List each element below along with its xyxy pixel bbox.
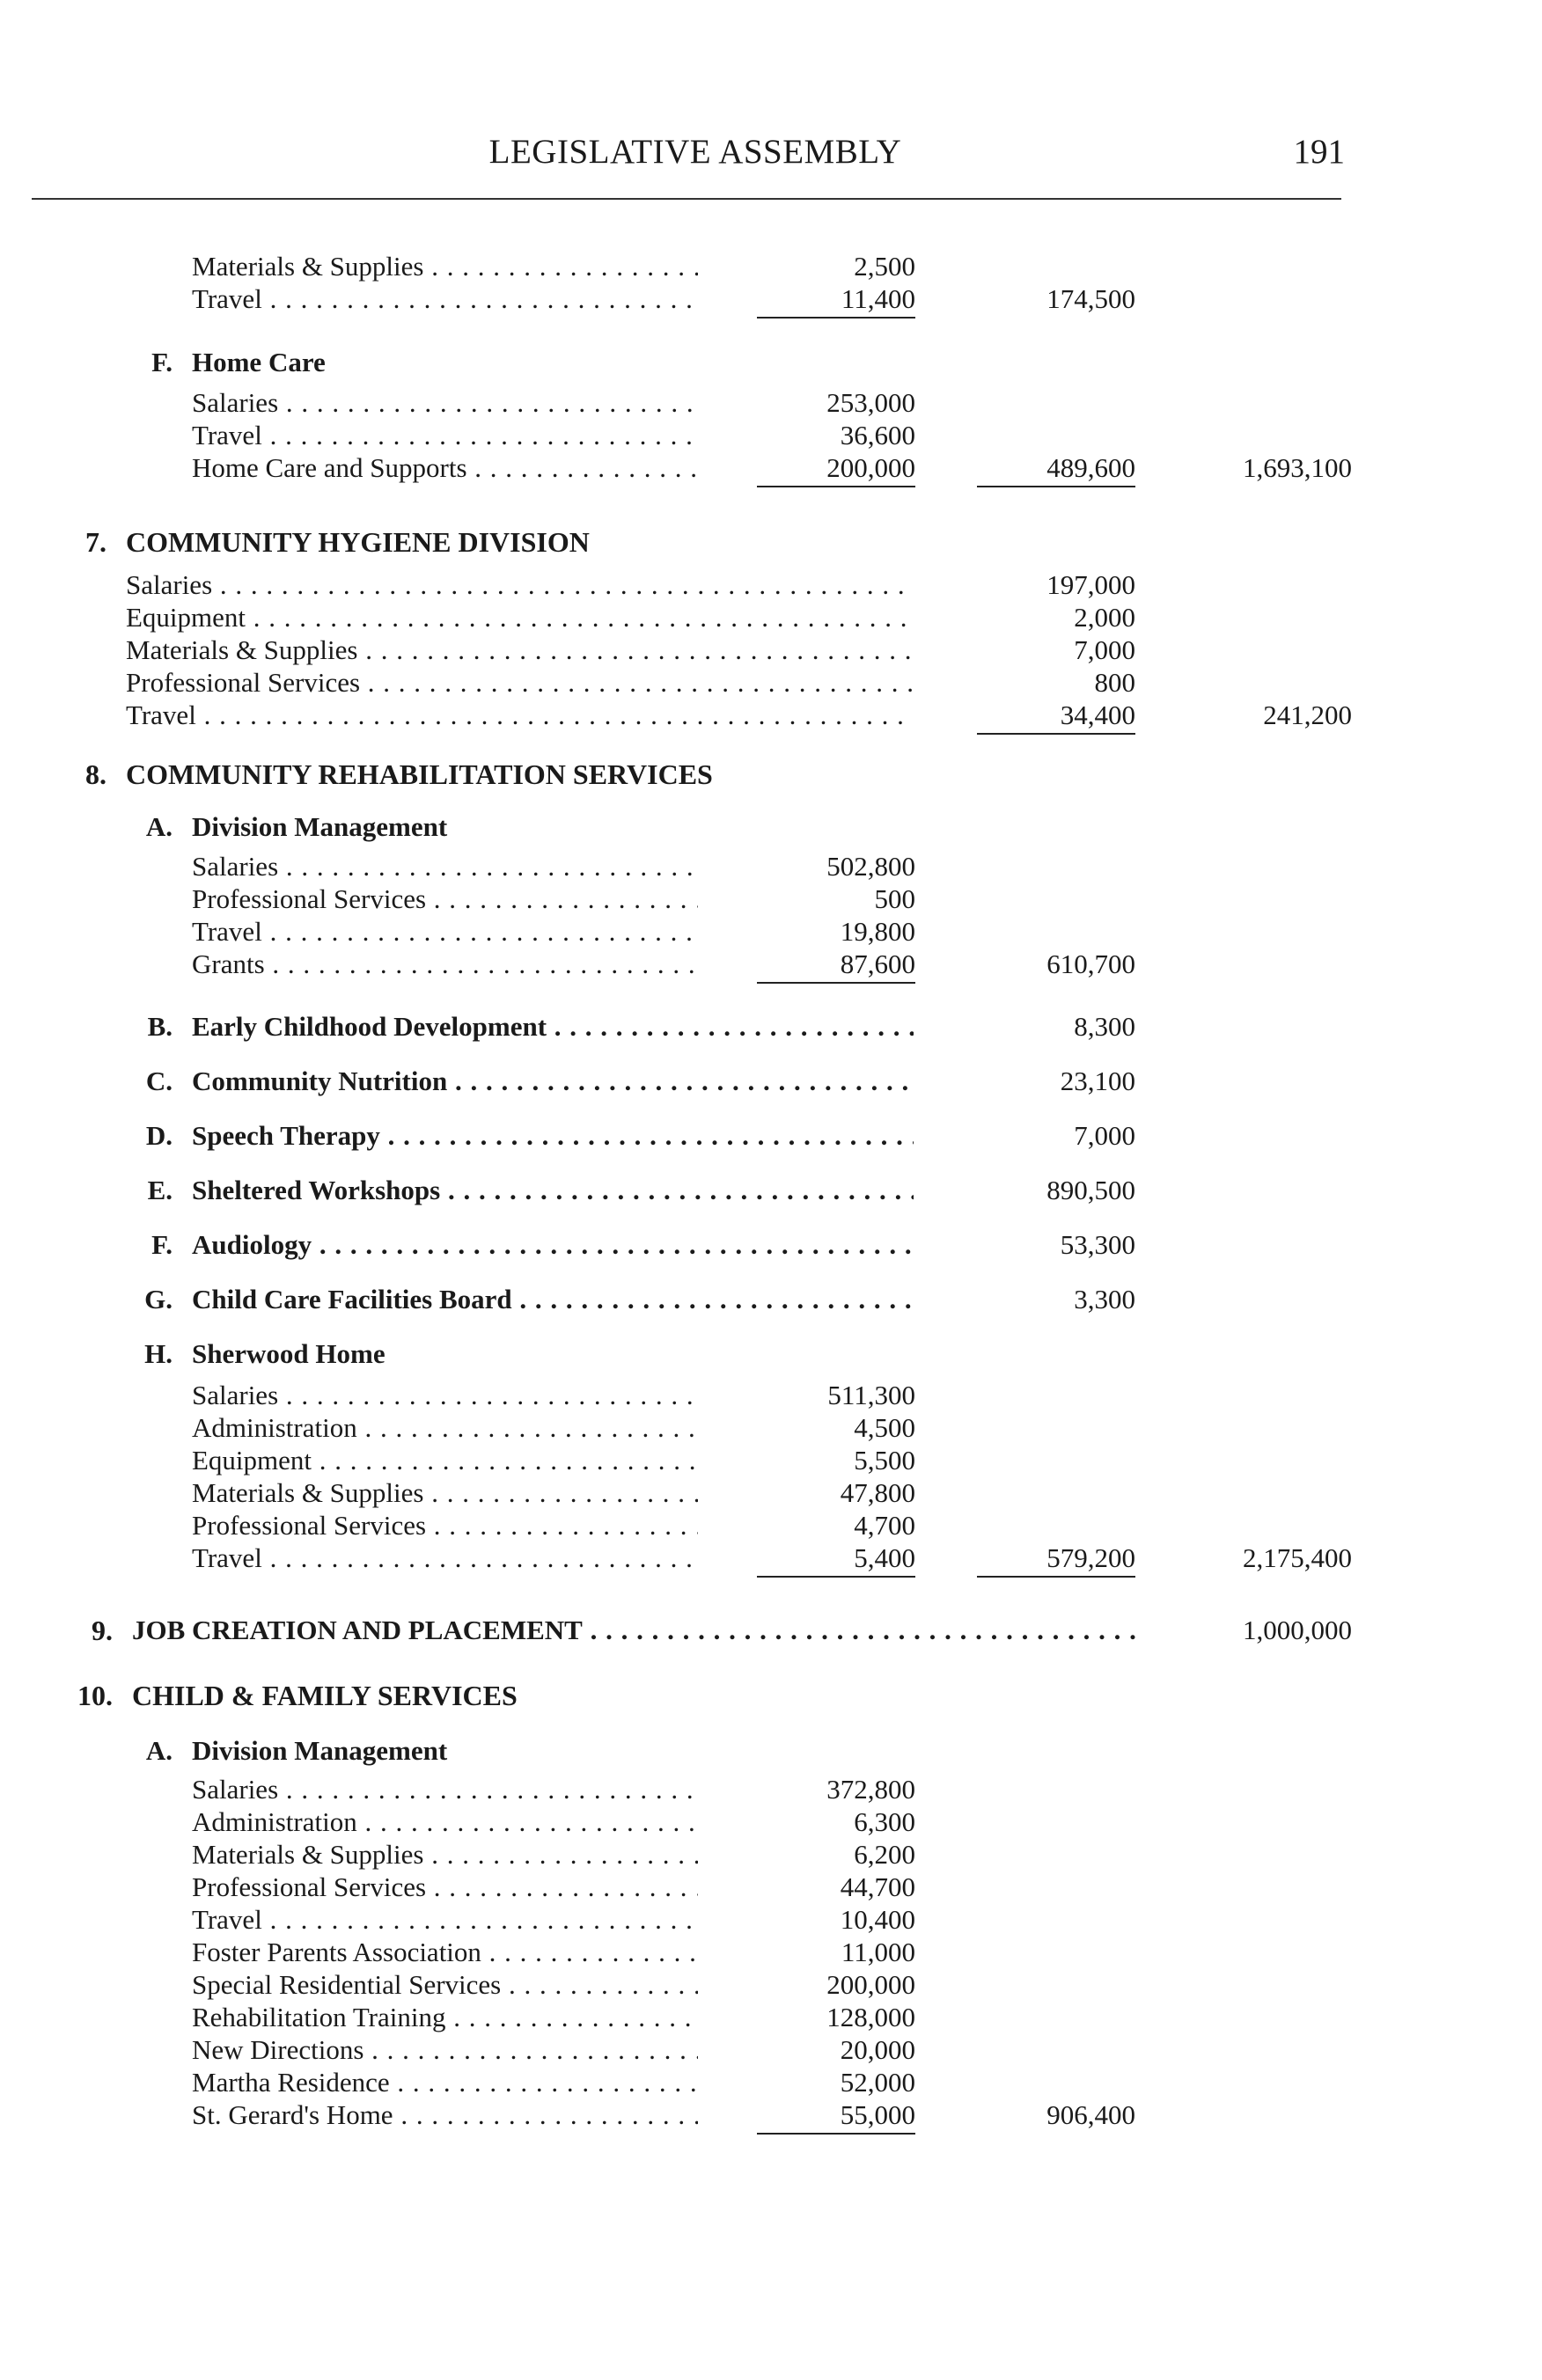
subsection-title: Child Care Facilities Board . . . <box>192 1282 914 1317</box>
item-label: Materials & Supplies . . . <box>192 1837 698 1872</box>
list-item <box>0 418 1542 453</box>
section-number: 7. <box>85 526 106 558</box>
item-subtotal: 174,500 <box>1046 283 1135 314</box>
item-label: Travel . . . <box>192 418 698 453</box>
item-total: 241,200 <box>1263 699 1352 730</box>
item-label: Salaries . . . <box>192 385 698 421</box>
list-item <box>0 1902 1542 1937</box>
list-item <box>0 665 1542 700</box>
item-label: Special Residential Services . . . <box>192 1967 698 2003</box>
item-label: Professional Services . . . <box>126 665 914 700</box>
item-amount: 4,500 <box>854 1412 915 1443</box>
page-number: 191 <box>1293 133 1345 171</box>
item-label: Travel . . . <box>192 914 698 949</box>
item-amount: 55,000 <box>757 2098 915 2135</box>
list-item <box>0 633 1542 668</box>
item-amount: 20,000 <box>840 2034 915 2065</box>
section-heading <box>85 757 713 792</box>
item-amount: 890,500 <box>1046 1175 1135 1205</box>
subsection-letter: A. <box>145 1735 173 1766</box>
item-label: Salaries . . . <box>126 568 914 603</box>
item-amount: 44,700 <box>840 1871 915 1902</box>
list-item <box>0 698 1542 733</box>
list-item <box>0 1064 1542 1099</box>
list-item <box>0 1541 1542 1576</box>
item-amount: 47,800 <box>840 1477 915 1508</box>
list-item <box>0 385 1542 421</box>
item-amount: 53,300 <box>1060 1229 1135 1260</box>
item-label: Materials & Supplies . . . <box>192 249 698 284</box>
list-item <box>0 450 1542 486</box>
item-amount: 11,400 <box>757 282 915 319</box>
item-amount: 372,800 <box>826 1774 915 1805</box>
item-amount: 5,500 <box>854 1445 915 1476</box>
subsection-title: Early Childhood Development . . . <box>192 1009 914 1044</box>
list-item <box>0 1410 1542 1446</box>
item-amount: 5,400 <box>757 1541 915 1578</box>
item-amount: 11,000 <box>841 1937 915 1967</box>
item-amount: 128,000 <box>826 2002 915 2032</box>
list-item <box>0 1837 1542 1872</box>
list-item <box>0 568 1542 603</box>
section-heading <box>77 1678 518 1713</box>
header-rule <box>32 198 1341 200</box>
subsection-title: Home Care <box>192 347 326 377</box>
subsection-title: Sherwood Home <box>192 1338 386 1369</box>
item-label: Travel . . . <box>192 282 698 317</box>
subsection-letter: G. <box>144 1284 173 1314</box>
list-item <box>0 1443 1542 1478</box>
item-amount: 3,300 <box>1074 1284 1135 1314</box>
section-title: COMMUNITY REHABILITATION SERVICES <box>126 758 713 790</box>
section-number: 9. <box>92 1615 113 1646</box>
item-amount: 19,800 <box>840 916 915 947</box>
subsection-heading <box>145 1733 448 1769</box>
item-label: Foster Parents Association . . . <box>192 1935 698 1970</box>
subsection-letter: A. <box>145 811 173 842</box>
item-amount: 2,000 <box>1074 602 1135 633</box>
subsection-title: Community Nutrition . . . <box>192 1064 914 1099</box>
subsection-heading <box>145 809 448 845</box>
list-item <box>0 849 1542 884</box>
item-amount: 7,000 <box>1074 634 1135 665</box>
list-item <box>0 2032 1542 2068</box>
item-label: Travel . . . <box>192 1541 698 1576</box>
list-item <box>0 882 1542 917</box>
list-item <box>0 1772 1542 1807</box>
item-amount: 23,100 <box>1060 1066 1135 1096</box>
item-amount: 52,000 <box>840 2067 915 2098</box>
list-item <box>0 1009 1542 1044</box>
list-item <box>0 1173 1542 1208</box>
item-label: Travel . . . <box>192 1902 698 1937</box>
subsection-title: Speech Therapy . . . <box>192 1118 914 1153</box>
item-amount: 511,300 <box>827 1380 915 1410</box>
item-label: Salaries . . . <box>192 1378 698 1413</box>
subsection-title: Sheltered Workshops . . . <box>192 1173 914 1208</box>
section-heading <box>85 524 590 560</box>
item-total: 2,175,400 <box>1243 1542 1352 1573</box>
subsection-title: Division Management <box>192 1735 448 1766</box>
list-item <box>0 2098 1542 2133</box>
section-row <box>0 1613 1542 1648</box>
list-item <box>0 1476 1542 1511</box>
page-title: LEGISLATIVE ASSEMBLY <box>488 133 902 171</box>
item-amount: 6,200 <box>854 1839 915 1870</box>
item-subtotal: 610,700 <box>1046 948 1135 979</box>
list-item <box>0 282 1542 317</box>
item-label: Equipment . . . <box>126 600 914 635</box>
item-total: 1,000,000 <box>1243 1615 1352 1645</box>
list-item <box>0 1967 1542 2003</box>
item-label: Administration . . . <box>192 1410 698 1446</box>
section-number: 10. <box>77 1680 113 1711</box>
subsection-title: Division Management <box>192 811 448 842</box>
list-item <box>0 1805 1542 1840</box>
section-number: 8. <box>85 758 106 790</box>
subsection-letter: B. <box>147 1011 173 1042</box>
page-header <box>0 132 1542 185</box>
item-amount: 800 <box>1094 667 1135 698</box>
subsection-title: Audiology . . . <box>192 1227 914 1263</box>
item-amount: 500 <box>874 883 915 914</box>
item-label: Rehabilitation Training . . . <box>192 2000 698 2035</box>
item-label: Salaries . . . <box>192 849 698 884</box>
list-item <box>0 947 1542 982</box>
subsection-letter: E. <box>147 1175 173 1205</box>
item-total: 1,693,100 <box>1243 452 1352 483</box>
item-amount: 200,000 <box>757 450 915 487</box>
list-item <box>0 1870 1542 1905</box>
item-label: Materials & Supplies . . . <box>126 633 914 668</box>
item-label: New Directions . . . <box>192 2032 698 2068</box>
list-item <box>0 1378 1542 1413</box>
item-label: Salaries . . . <box>192 1772 698 1807</box>
item-label: Professional Services . . . <box>192 1870 698 1905</box>
subsection-letter: C. <box>145 1066 173 1096</box>
list-item <box>0 2000 1542 2035</box>
subsection-letter: F. <box>151 1229 173 1260</box>
item-label: Materials & Supplies . . . <box>192 1476 698 1511</box>
item-amount: 8,300 <box>1074 1011 1135 1042</box>
subsection-heading <box>144 1336 386 1372</box>
item-label: Professional Services . . . <box>192 882 698 917</box>
list-item <box>0 1282 1542 1317</box>
item-amount: 4,700 <box>854 1510 915 1541</box>
item-amount: 200,000 <box>826 1969 915 2000</box>
item-amount: 197,000 <box>1046 569 1135 600</box>
item-label: Professional Services . . . <box>192 1508 698 1543</box>
item-label: Martha Residence . . . <box>192 2065 698 2100</box>
item-label: Home Care and Supports . . . <box>192 450 698 486</box>
list-item <box>0 1935 1542 1970</box>
item-subtotal: 489,600 <box>977 450 1135 487</box>
item-label: Equipment . . . <box>192 1443 698 1478</box>
subsection-letter: F. <box>151 347 173 377</box>
item-amount: 6,300 <box>854 1806 915 1837</box>
item-amount: 253,000 <box>826 387 915 418</box>
section-title: JOB CREATION AND PLACEMENT . . . <box>132 1613 1135 1648</box>
item-amount: 2,500 <box>854 251 915 282</box>
item-label: Administration . . . <box>192 1805 698 1840</box>
list-item <box>0 1508 1542 1543</box>
list-item <box>0 1118 1542 1153</box>
subsection-letter: D. <box>145 1120 173 1151</box>
item-amount: 502,800 <box>826 851 915 882</box>
section-title: CHILD & FAMILY SERVICES <box>132 1680 518 1711</box>
section-title: COMMUNITY HYGIENE DIVISION <box>126 526 590 558</box>
list-item <box>0 1227 1542 1263</box>
item-amount: 87,600 <box>757 947 915 984</box>
item-label: Travel . . . <box>126 698 914 733</box>
item-amount: 36,600 <box>840 420 915 450</box>
item-amount: 34,400 <box>977 698 1135 735</box>
item-subtotal: 906,400 <box>1046 2099 1135 2130</box>
item-subtotal: 579,200 <box>977 1541 1135 1578</box>
list-item <box>0 600 1542 635</box>
list-item <box>0 2065 1542 2100</box>
subsection-letter: H. <box>144 1338 173 1369</box>
item-amount: 10,400 <box>840 1904 915 1935</box>
item-label: Grants . . . <box>192 947 698 982</box>
list-item <box>0 249 1542 284</box>
subsection-heading <box>151 345 326 380</box>
item-label: St. Gerard's Home . . . <box>192 2098 698 2133</box>
item-amount: 7,000 <box>1074 1120 1135 1151</box>
list-item <box>0 914 1542 949</box>
